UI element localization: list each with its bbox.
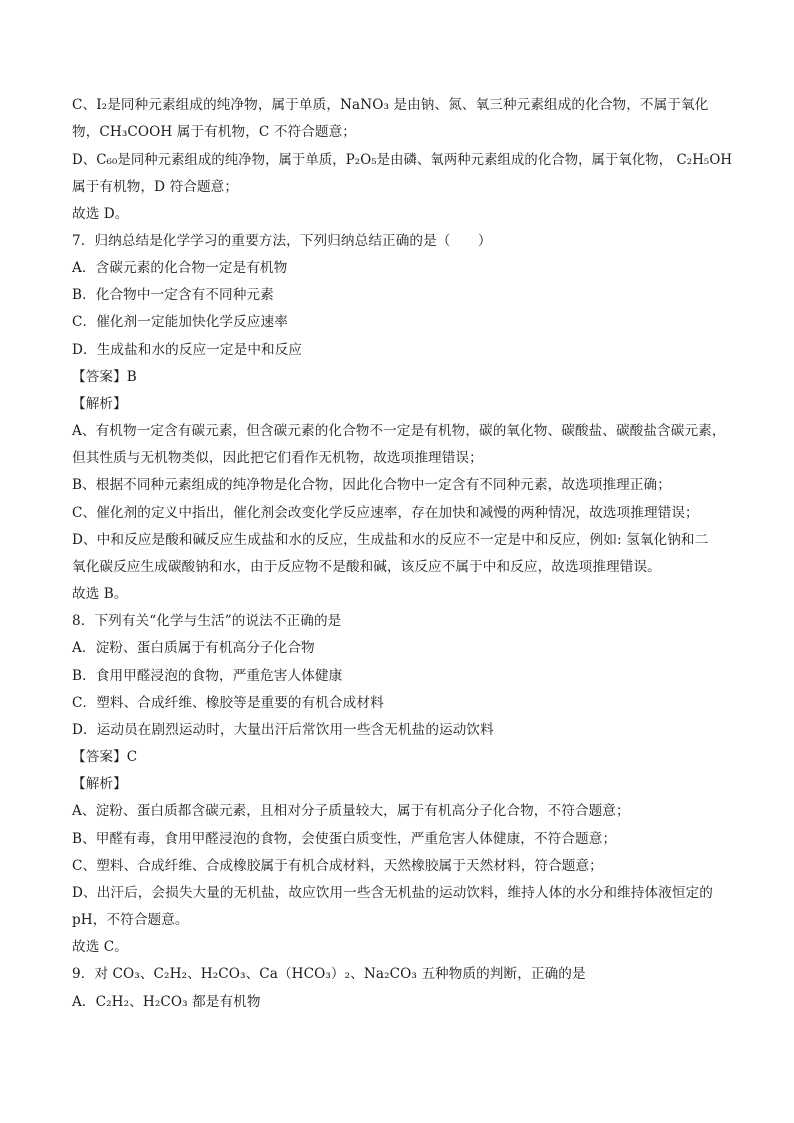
text: D、中和反应是酸和碱反应生成盐和水的反应，生成盐和水的反应不一定是中和反应，例如: 氢氧化钠和二 xyxy=(72,532,709,548)
text: B．食用甲醛浸泡的食物，严重危害人体健康 xyxy=(72,668,343,684)
option-c xyxy=(72,313,732,331)
text: 【解析】 xyxy=(72,396,127,412)
text: 但其性质与无机物类似，因此把它们看作无机物，故选项推理错误； xyxy=(72,450,483,466)
text-line xyxy=(72,96,732,114)
text: D．运动员在剧烈运动时，大量出汗后常饮用一些含无机盐的运动饮料 xyxy=(72,722,494,738)
text: 【解析】 xyxy=(72,776,127,792)
option-a xyxy=(72,259,732,277)
text: C．塑料、合成纤维、橡胶等是重要的有机合成材料 xyxy=(72,695,384,711)
option-d xyxy=(72,341,732,359)
question-7-stem xyxy=(72,232,732,250)
text-line xyxy=(72,558,732,576)
text-line xyxy=(72,123,732,141)
option-b xyxy=(72,286,732,304)
option-a xyxy=(72,639,732,657)
text-line xyxy=(72,585,732,603)
text: 属于有机物，D 符合题意； xyxy=(72,179,239,195)
analysis-label xyxy=(72,775,732,793)
text: 7．归纳总结是化学学习的重要方法，下列归纳总结正确的是（ ） xyxy=(72,233,492,249)
text: A．淀粉、蛋白质属于有机高分子化合物 xyxy=(72,640,315,656)
text: 故选 D。 xyxy=(72,206,129,222)
question-9-stem xyxy=(72,965,732,983)
text: A．C₂H₂、H₂CO₃ 都是有机物 xyxy=(72,994,261,1010)
text: C、I₂是同种元素组成的纯净物，属于单质，NaNO₃ 是由钠、氮、氧三种元素组成的化合物，不属于氧化 xyxy=(72,97,709,113)
text-line xyxy=(72,476,732,494)
text-line xyxy=(72,151,733,169)
text-line xyxy=(72,531,732,549)
answer-label xyxy=(72,748,732,766)
text: 物，CH₃COOH 属于有机物，C 不符合题意； xyxy=(72,124,357,140)
text: 9．对 CO₃、C₂H₂、H₂CO₃、Ca（HCO₃）₂、Na₂CO₃ 五种物质的判断，正确的是 xyxy=(72,966,586,982)
text: A、淀粉、蛋白质都含碳元素，且相对分子质量较大，属于有机高分子化合物，不符合题意； xyxy=(72,803,630,819)
text: C．催化剂一定能加快化学反应速率 xyxy=(72,314,288,330)
text-line xyxy=(72,830,732,848)
option-c xyxy=(72,694,732,712)
text: D．生成盐和水的反应一定是中和反应 xyxy=(72,342,303,358)
text-line xyxy=(72,449,732,467)
text: A．含碳元素的化合物一定是有机物 xyxy=(72,260,288,276)
text: C、催化剂的定义中指出，催化剂会改变化学反应速率，存在加快和减慢的两种情况，故选项推理错误； xyxy=(72,505,699,521)
text: 故选 C。 xyxy=(72,939,129,955)
text-line xyxy=(72,504,732,522)
text: 8．下列有关“化学与生活”的说法不正确的是 xyxy=(72,613,342,629)
text: pH，不符合题意。 xyxy=(72,912,189,928)
analysis-label xyxy=(72,395,732,413)
text-line xyxy=(72,884,732,902)
text: B．化合物中一定含有不同种元素 xyxy=(72,287,274,303)
text: B、甲醛有毒，食用甲醛浸泡的食物，会使蛋白质变性，严重危害人体健康，不符合题意； xyxy=(72,831,617,847)
question-8-stem xyxy=(72,612,732,630)
text-line xyxy=(72,857,732,875)
text-line xyxy=(72,938,732,956)
text-line xyxy=(72,911,732,929)
text: B、根据不同种元素组成的纯净物是化合物，因此化合物中一定含有不同种元素，故选项推理正确； xyxy=(72,477,671,493)
text-line xyxy=(72,205,732,223)
option-a xyxy=(72,993,732,1011)
text: A、有机物一定含有碳元素，但含碳元素的化合物不一定是有机物，碳的氧化物、碳酸盐、碳酸盐含碳元素， xyxy=(72,423,726,439)
text-line xyxy=(72,178,732,196)
option-d xyxy=(72,721,732,739)
answer-label xyxy=(72,368,732,386)
option-b xyxy=(72,667,732,685)
text: 【答案】C xyxy=(72,749,138,765)
text-line xyxy=(72,422,732,440)
text: D、出汗后，会损失大量的无机盐，故应饮用一些含无机盐的运动饮料，维持人体的水分和维持体液恒定的 xyxy=(72,885,713,901)
text: C、塑料、合成纤维、合成橡胶属于有机合成材料，天然橡胶属于天然材料，符合题意； xyxy=(72,858,603,874)
text-line xyxy=(72,802,732,820)
text: D、C₆₀是同种元素组成的纯净物，属于单质，P₂O₅是由磷、氧两种元素组成的化合物，属于氧化物， C₂H₅OH xyxy=(72,152,733,168)
text: 【答案】B xyxy=(72,369,137,385)
text: 故选 B。 xyxy=(72,586,128,602)
text: 氧化碳反应生成碳酸钠和水，由于反应物不是酸和碱，该反应不属于中和反应，故选项推理错误。 xyxy=(72,559,661,575)
